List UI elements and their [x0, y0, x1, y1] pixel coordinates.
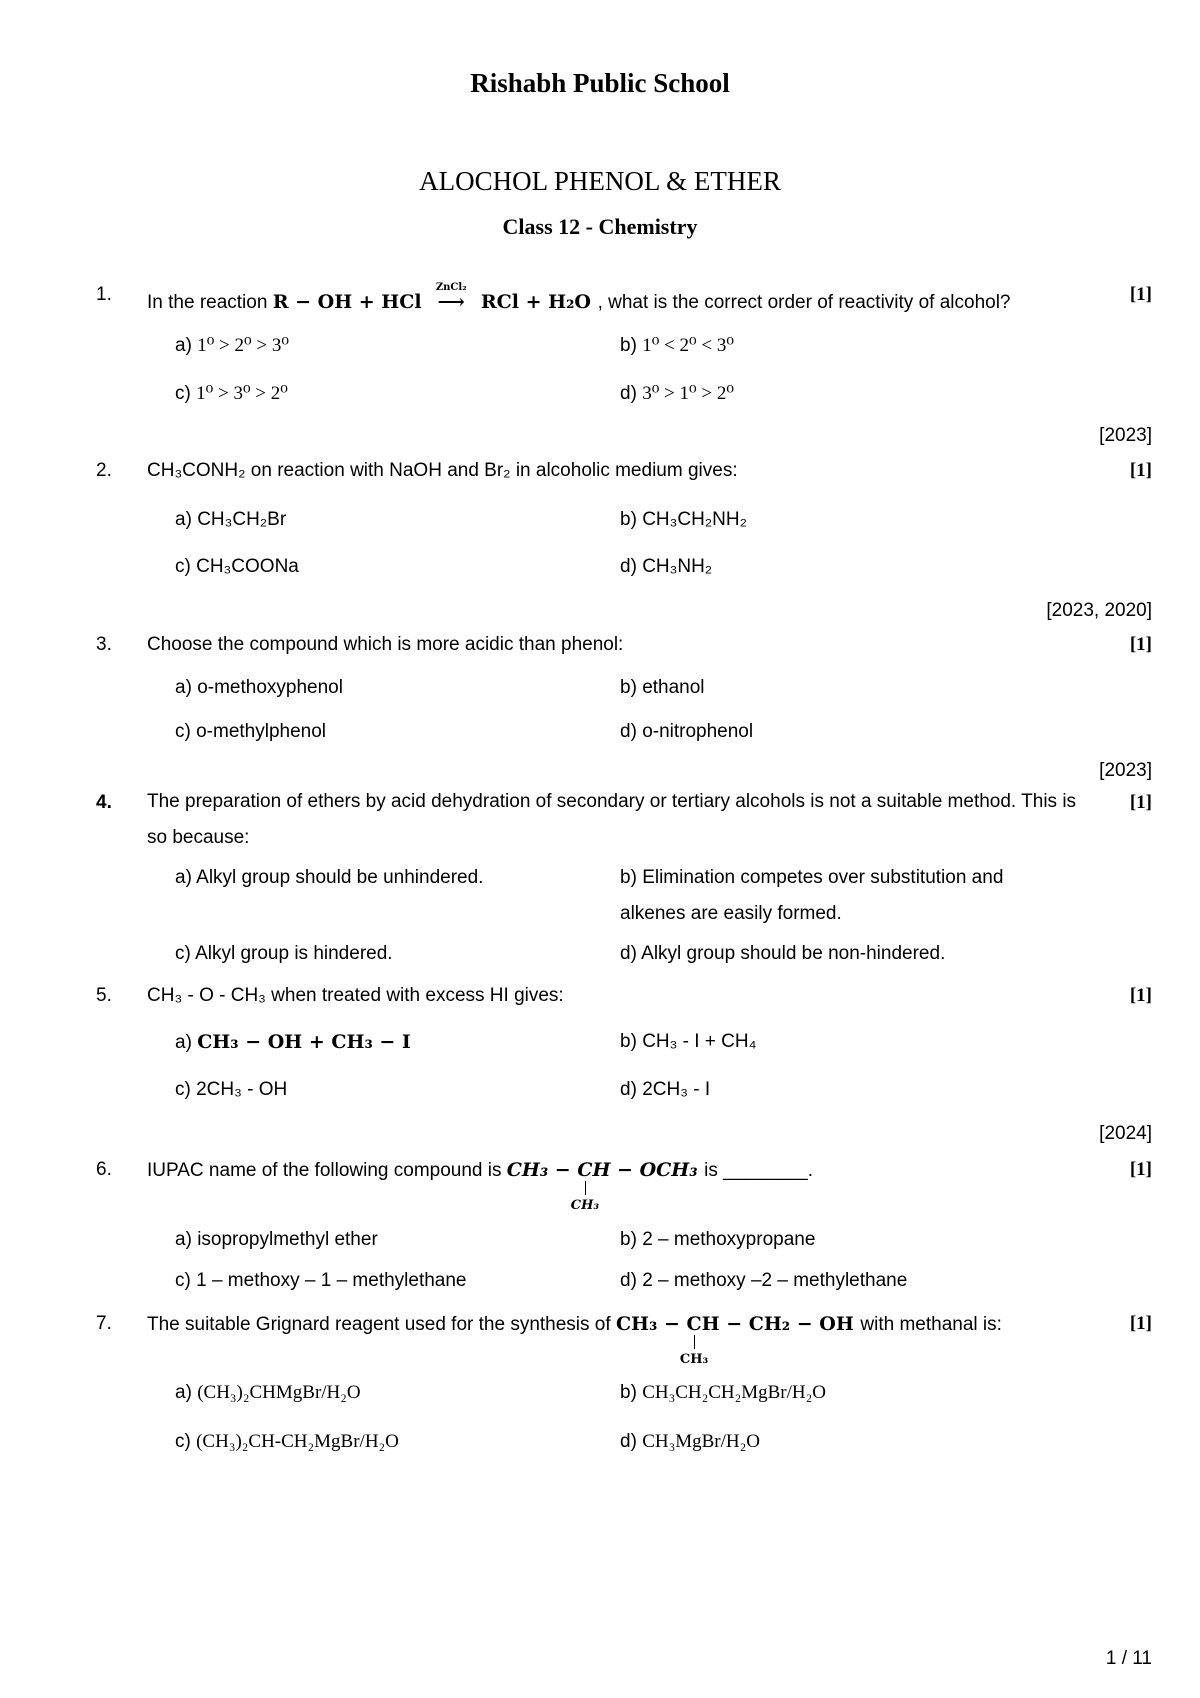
- question-number: 7.: [96, 1313, 112, 1334]
- option-d[interactable]: d) CH₃MgBr/H₂O: [620, 1431, 760, 1452]
- question-text: IUPAC name of the following compound is CH₃ − C CH₃ H − OCH₃ is ________.: [147, 1159, 1097, 1182]
- school-name: Rishabh Public School: [470, 68, 730, 98]
- option-d[interactable]: d) Alkyl group should be non-hindered.: [620, 943, 946, 964]
- branch-group: CH₃: [679, 1352, 709, 1367]
- question-text: CH₃ - O - CH₃ when treated with excess HI gives:: [147, 985, 564, 1006]
- option-b[interactable]: b) CH₃ - I + CH₄: [620, 1031, 757, 1052]
- option-a[interactable]: a) o-methoxyphenol: [175, 677, 343, 698]
- question-text: The suitable Grignard reagent used for the synthesis of CH₃ − C CH₃ H − CH₂ − OH with methanal is:: [147, 1313, 1097, 1336]
- option-c[interactable]: c) Alkyl group is hindered.: [175, 943, 393, 964]
- question-text: Choose the compound which is more acidic than phenol:: [147, 634, 624, 655]
- question-number: 6.: [96, 1159, 112, 1180]
- question-number: 2.: [96, 460, 112, 481]
- option-d[interactable]: d) 2CH₃ - I: [620, 1079, 711, 1100]
- marks-badge: [1]: [1129, 634, 1152, 655]
- year-tag: [2023]: [1099, 760, 1152, 781]
- option-c[interactable]: c) (CH₃)₂CH-CH₂MgBr/H₂O: [175, 1431, 399, 1452]
- marks-badge: [1]: [1129, 792, 1152, 813]
- marks-badge: [1]: [1129, 985, 1152, 1006]
- question-number: 1.: [96, 284, 112, 305]
- question-number: 3.: [96, 634, 112, 655]
- option-d[interactable]: d) o-nitrophenol: [620, 721, 754, 742]
- option-a[interactable]: a) CH₃ − OH + CH₃ − I: [175, 1031, 411, 1053]
- option-b[interactable]: b) CH₃CH₂CH₂MgBr/H₂O: [620, 1382, 826, 1403]
- marks-badge: [1]: [1129, 460, 1152, 481]
- branch-group: CH₃: [570, 1198, 600, 1213]
- question-text: In the reaction R − OH + HCl ZnCl₂ ⟶ RCl + H₂O , what is the correct order of reactivity of alcohol?: [147, 284, 1097, 321]
- question-number: 4.: [96, 792, 112, 813]
- year-tag: [2023, 2020]: [1046, 600, 1152, 621]
- reaction-equation: R − OH + HCl ZnCl₂ ⟶ RCl + H₂O: [273, 291, 598, 313]
- option-a[interactable]: a) CH₃CH₂Br: [175, 509, 287, 530]
- option-c[interactable]: c) o-methylphenol: [175, 721, 327, 742]
- catalyst-label: ZnCl₂: [435, 282, 467, 293]
- option-a[interactable]: a) Alkyl group should be unhindered.: [175, 867, 484, 888]
- page-number: 1 / 11: [1105, 1648, 1152, 1669]
- option-a[interactable]: a) isopropylmethyl ether: [175, 1229, 378, 1250]
- page-subtitle: Class 12 - Chemistry: [502, 214, 698, 239]
- question-text: The preparation of ethers by acid dehydration of secondary or tertiary alcohols is not a suitable method. This is so because:: [147, 791, 1077, 848]
- option-d[interactable]: d) CH₃NH₂: [620, 556, 713, 577]
- year-tag: [2024]: [1099, 1123, 1152, 1144]
- option-d[interactable]: d) 3⁰ > 1⁰ > 2⁰: [620, 383, 734, 404]
- compound-formula: CH₃ − C CH₃ H − OCH₃: [507, 1159, 704, 1181]
- option-c[interactable]: c) CH₃COONa: [175, 556, 299, 577]
- compound-formula: CH₃ − C CH₃ H − CH₂ − OH: [616, 1313, 860, 1335]
- option-d[interactable]: d) 2 – methoxy –2 – methylethane: [620, 1270, 908, 1291]
- option-b[interactable]: b) ethanol: [620, 677, 705, 698]
- marks-badge: [1]: [1129, 1159, 1152, 1180]
- option-c[interactable]: c) 2CH₃ - OH: [175, 1079, 288, 1100]
- option-b[interactable]: b) 2 – methoxypropane: [620, 1229, 816, 1250]
- option-a[interactable]: a) (CH₃)₂CHMgBr/H₂O: [175, 1382, 361, 1403]
- option-a[interactable]: a) 1⁰ > 2⁰ > 3⁰: [175, 335, 289, 356]
- option-b[interactable]: b) 1⁰ < 2⁰ < 3⁰: [620, 335, 734, 356]
- option-b[interactable]: b) CH₃CH₂NH₂: [620, 509, 748, 530]
- year-tag: [2023]: [1099, 425, 1152, 446]
- question-number: 5.: [96, 985, 112, 1006]
- option-b[interactable]: b) Elimination competes over substitution and alkenes are easily formed.: [620, 867, 1004, 924]
- marks-badge: [1]: [1129, 1313, 1152, 1334]
- page-title: ALOCHOL PHENOL & ETHER: [419, 166, 781, 196]
- option-c[interactable]: c) 1 – methoxy – 1 – methylethane: [175, 1270, 467, 1291]
- question-text: CH₃CONH₂ on reaction with NaOH and Br₂ in alcoholic medium gives:: [147, 460, 738, 481]
- option-c[interactable]: c) 1⁰ > 3⁰ > 2⁰: [175, 383, 288, 404]
- marks-badge: [1]: [1129, 284, 1152, 305]
